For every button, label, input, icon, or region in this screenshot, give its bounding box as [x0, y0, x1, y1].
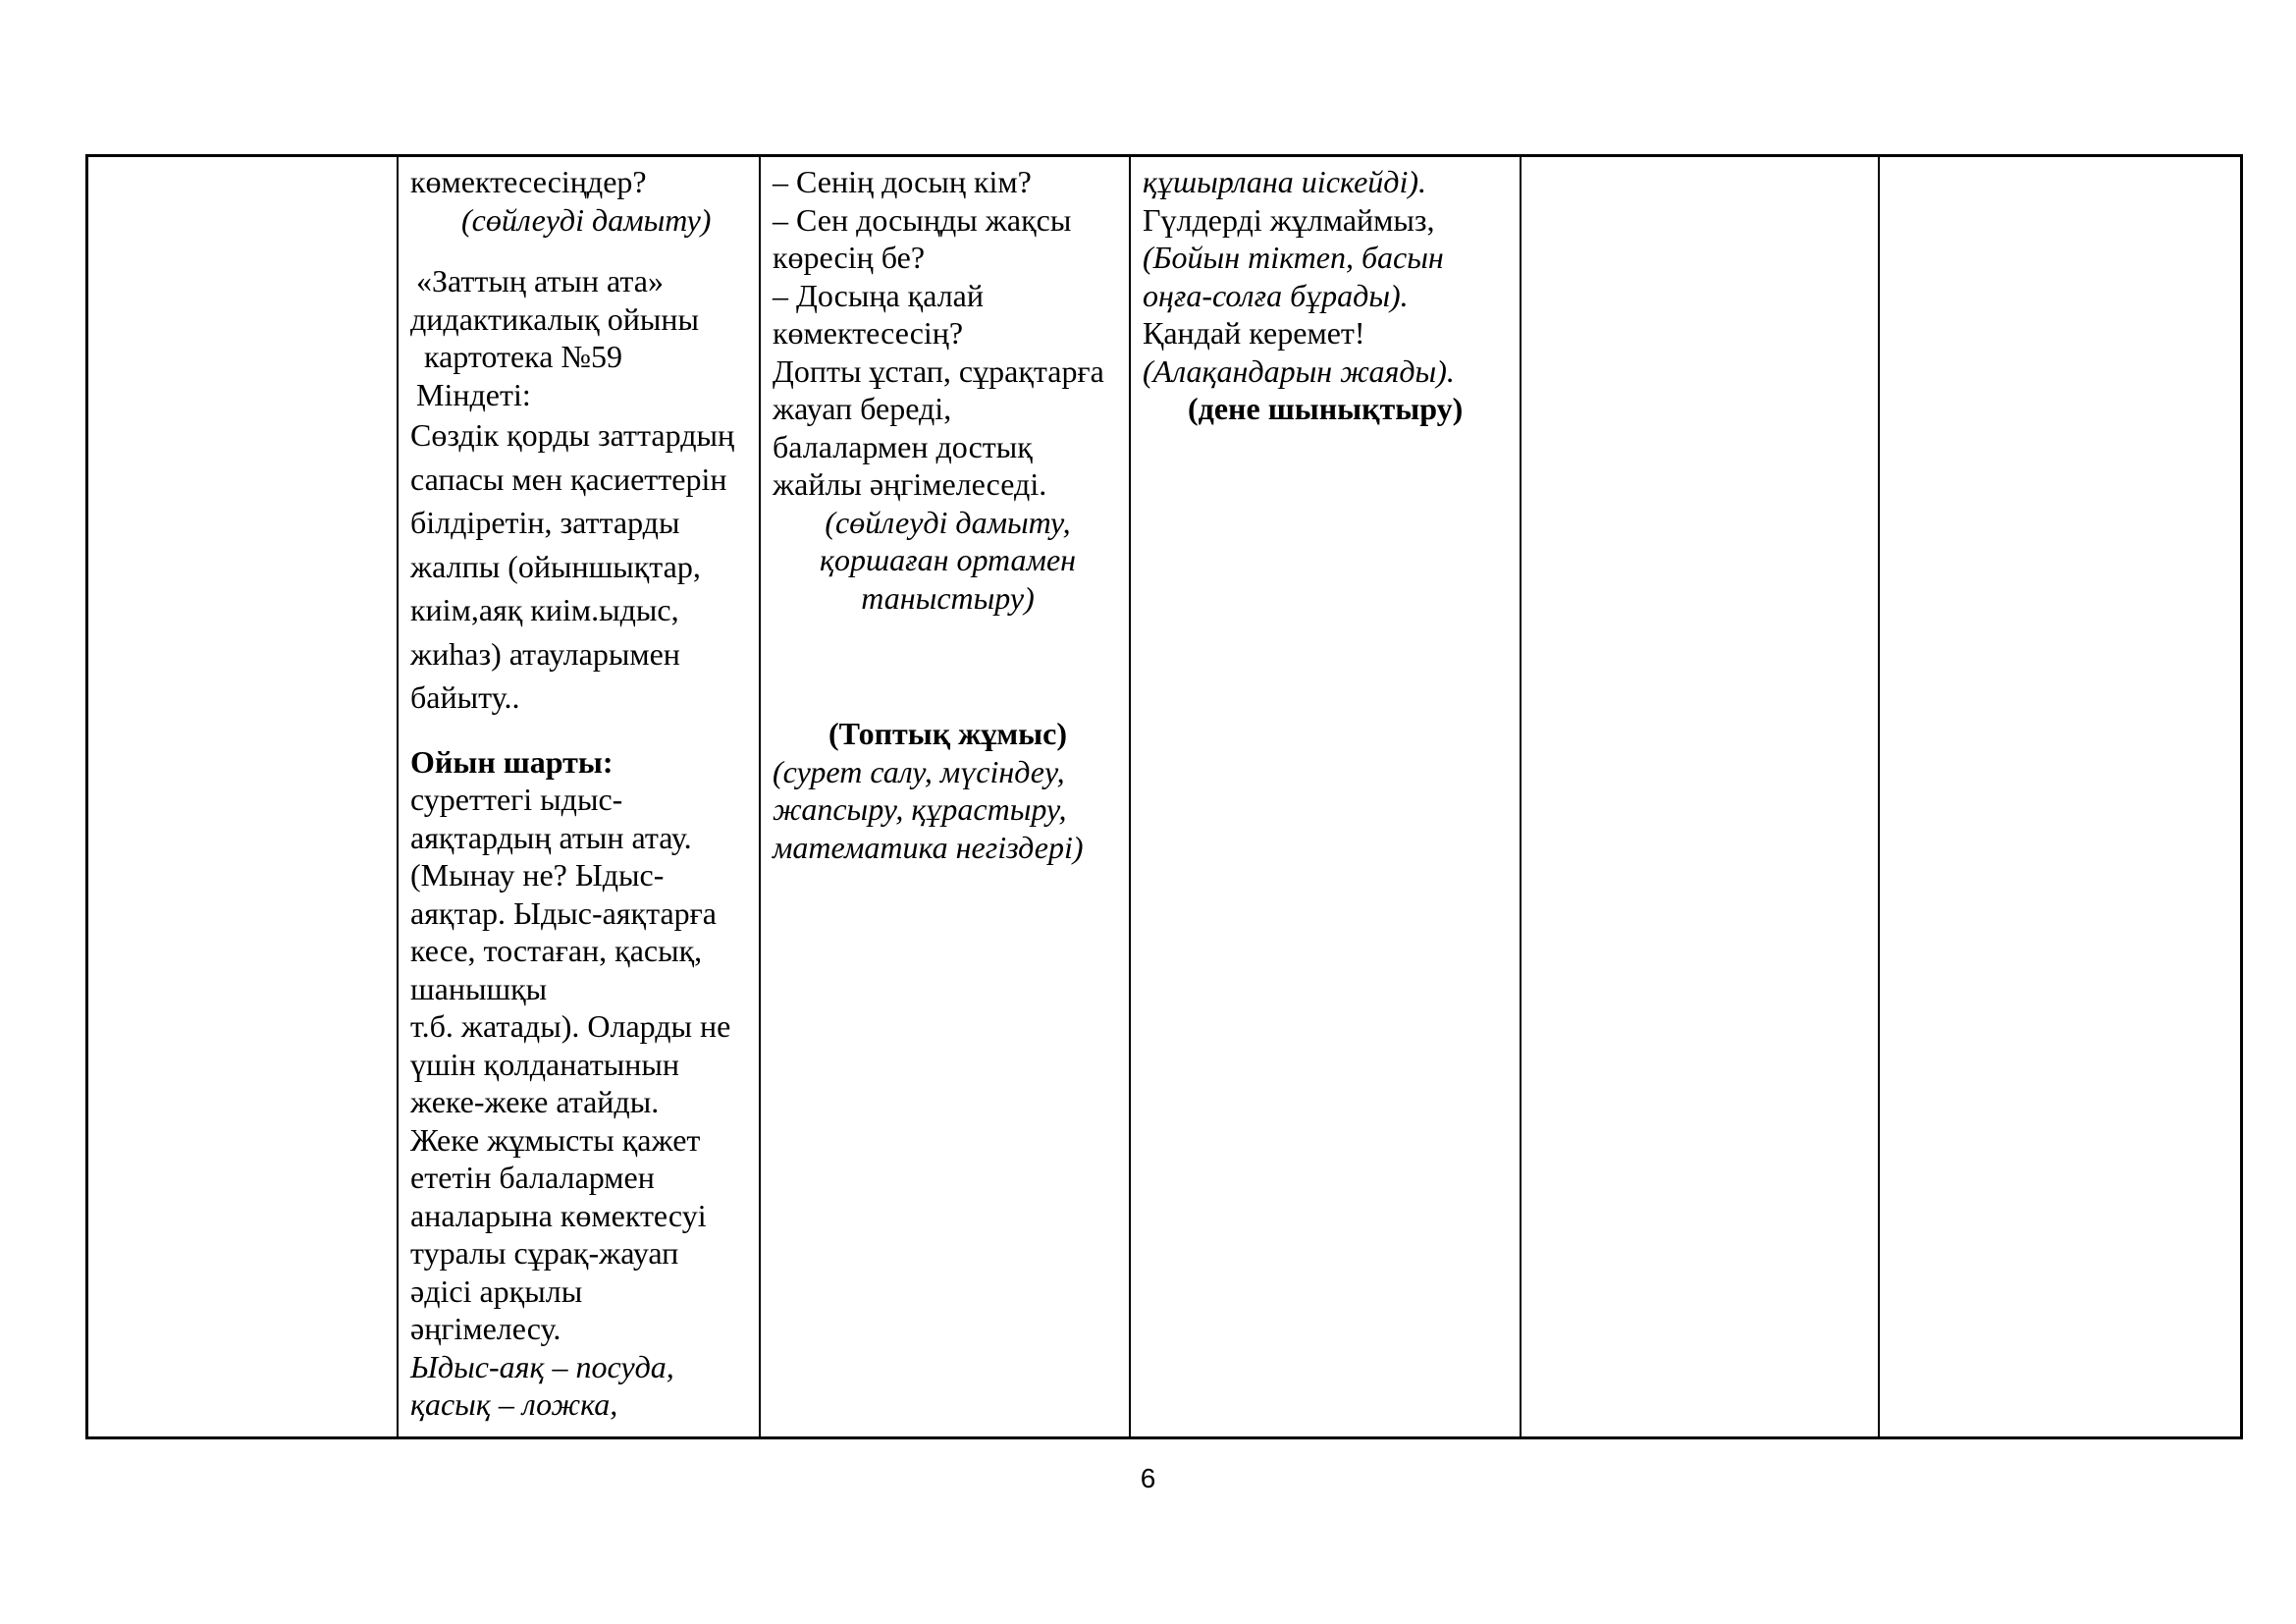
text-line: Допты ұстап, сұрақтарға [773, 352, 1104, 389]
question-line: – Сенің досың кім? [773, 164, 1032, 199]
text-line: әдісі арқылы [410, 1272, 583, 1309]
text-line: Сөздік қорды заттардың [410, 417, 735, 453]
question-line: – Досыңа қалай [773, 277, 984, 313]
instruction-line: (Алақандарын жаяды). [1143, 352, 1455, 389]
text-line: аналарына көмектесуі [410, 1197, 707, 1233]
game-title: «Заттың атын ата» [416, 263, 664, 298]
text-line: жайлы әңгімелеседі. [773, 466, 1047, 502]
page-number: 6 [1140, 1463, 1156, 1493]
text-line: дидактикалық ойыны [410, 300, 699, 337]
text-line: аяқтардың атын атау. [410, 819, 692, 855]
text-line: жиһаз) атауларымен [410, 635, 680, 672]
text-line: байыту.. [410, 679, 520, 715]
text-line: жеке-жеке атайды. [410, 1084, 660, 1119]
text-line: (Мынау не? Ыдыс- [410, 857, 665, 893]
text-line: әңгімелесу. [410, 1311, 561, 1346]
text-line: үшін қолданатынын [410, 1046, 679, 1082]
vocabulary-line: Ыдыс-аяқ – посуда, [410, 1348, 674, 1384]
table-column-3 [759, 157, 1129, 1436]
instruction-line: оңға-солға бұрады). [1143, 277, 1409, 313]
table-column-4 [1129, 157, 1520, 1436]
text-line: шанышқы [410, 970, 548, 1006]
text-line: суреттегі ыдыс- [410, 782, 623, 817]
text-line: кесе, тостаған, қасық, [410, 933, 703, 968]
text-line: т.б. жатады). Оларды не [410, 1008, 731, 1044]
text-line: ететін балалармен [410, 1160, 655, 1195]
column-3-text [773, 163, 1123, 866]
column-4-text [1143, 163, 1514, 428]
text-line: көмектесесіңдер? [410, 164, 647, 199]
instruction-line: (Бойын тіктеп, басын [1143, 240, 1444, 275]
question-line: көмектесесің? [773, 315, 964, 351]
text-line: Гүлдерді жұлмаймыз, [1143, 201, 1435, 238]
card-number: картотека №59 [424, 339, 622, 374]
text-line: жалпы (ойыншықтар, [410, 548, 701, 584]
text-line: жауап береді, [773, 391, 952, 426]
game-rules-heading: Ойын шарты: [410, 743, 614, 780]
text-line: Жеке жұмысты қажет [410, 1121, 701, 1158]
activity-tag: (дене шынықтыру) [1188, 391, 1464, 426]
activity-tag: жапсыру, құрастыру, [773, 791, 1067, 827]
instruction-line: құшырлана иіскейді). [1143, 164, 1426, 199]
question-line: көресің бе? [773, 240, 926, 275]
activity-tag: (сурет салу, мүсіндеу, [773, 753, 1065, 789]
text-line: туралы сұрақ-жауап [410, 1235, 679, 1271]
table-column-6 [1878, 157, 2240, 1436]
task-heading: Міндеті: [416, 376, 531, 412]
activity-tag: математика негіздері) [773, 829, 1084, 865]
column-2-text [410, 163, 753, 1424]
question-line: – Сен досыңды жақсы [773, 201, 1072, 238]
vocabulary-line: қасық – ложка, [410, 1386, 618, 1422]
text-line: білдіретін, заттарды [410, 505, 680, 540]
plan-table [85, 154, 2243, 1439]
activity-tag: (сөйлеуді дамыту, [825, 504, 1071, 540]
text-line: Қандай керемет! [1143, 315, 1365, 351]
group-work-heading: (Топтық жұмыс) [828, 716, 1067, 751]
text-line: балалармен достық [773, 428, 1033, 464]
text-line: сапасы мен қасиеттерін [410, 460, 727, 497]
table-column-5 [1520, 157, 1878, 1436]
text-line: аяқтар. Ыдыс-аяқтарға [410, 894, 717, 931]
activity-tag: таныстыру) [861, 579, 1035, 616]
text-line: киім,аяқ киім.ыдыс, [410, 592, 679, 627]
table-column-1 [88, 157, 397, 1436]
activity-tag: қоршаған ортамен [819, 542, 1077, 577]
table-column-2 [397, 157, 759, 1436]
activity-tag: (сөйлеуді дамыту) [461, 201, 712, 238]
